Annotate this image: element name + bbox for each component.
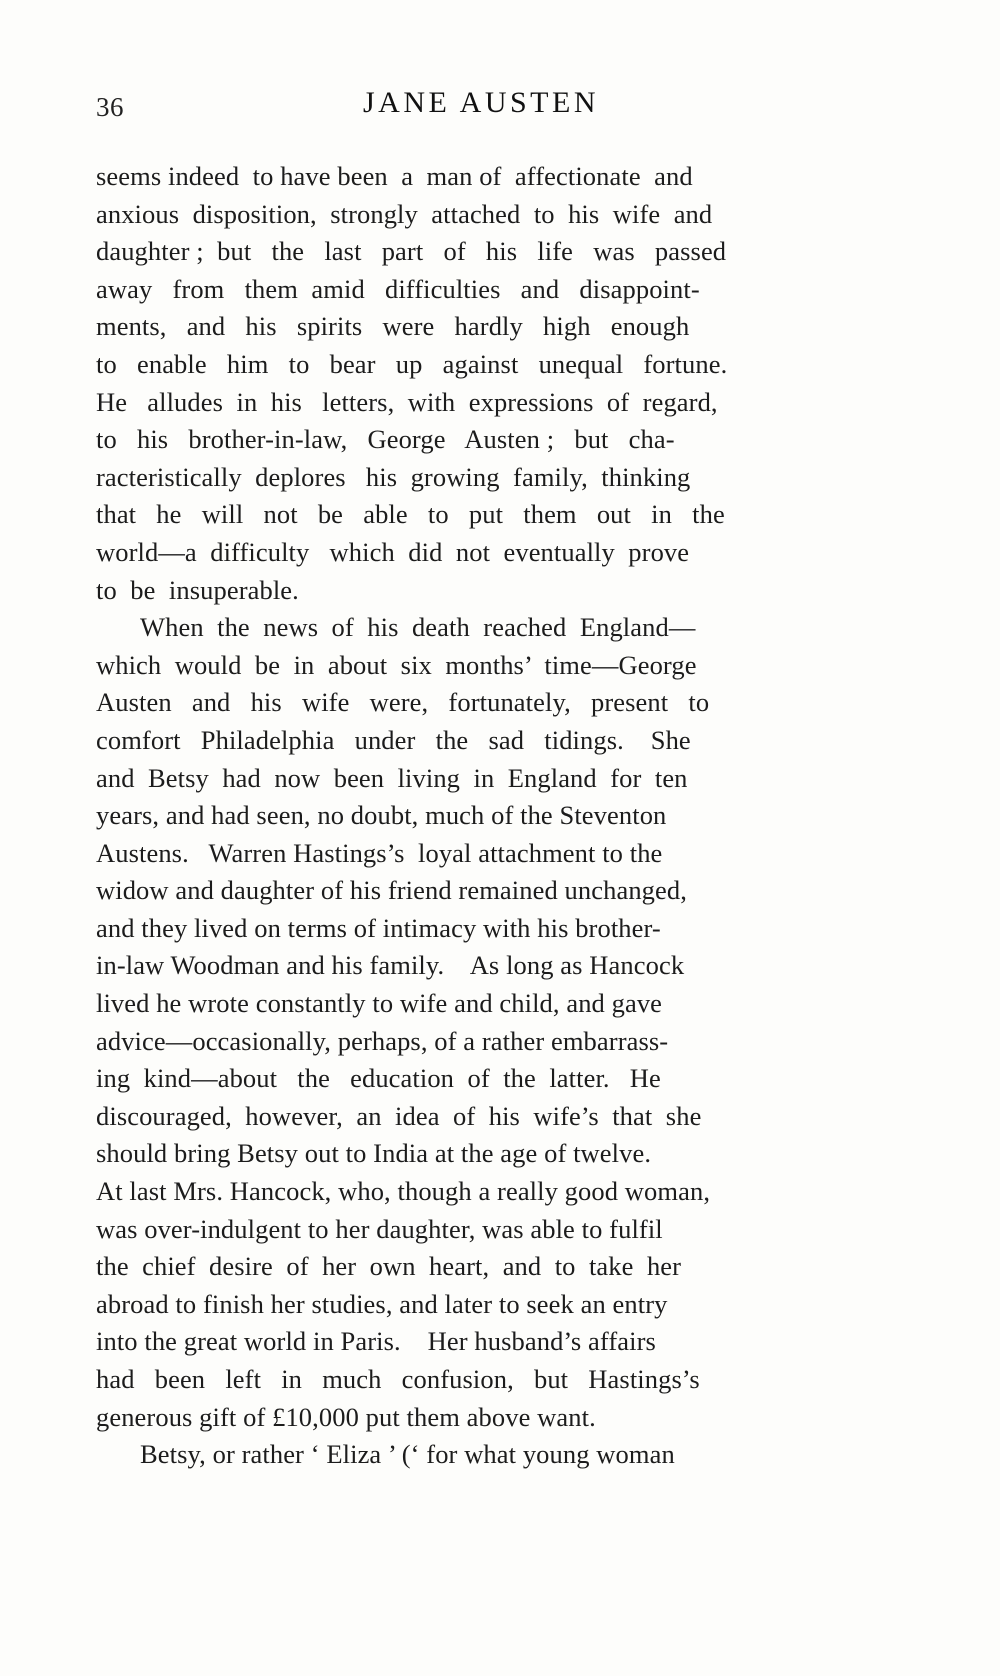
text-line: Betsy, or rather ‘ Eliza ’ (‘ for what young woman [140, 1439, 675, 1470]
page-number: 36 [96, 92, 124, 122]
text-line: advice—occasionally, perhaps, of a rather embarrass- [96, 1025, 669, 1056]
text-line: and they lived on terms of intimacy with his brother- [96, 912, 661, 943]
paragraph-1 [96, 158, 840, 609]
text-line: should bring Betsy out to India at the age of twelve. [96, 1138, 652, 1169]
text-line: discouraged, however, an idea of his wife’s that she [96, 1100, 702, 1131]
text-line: generous gift of £10,000 put them above want. [96, 1401, 596, 1432]
text-line: widow and daughter of his friend remained unchanged, [96, 875, 687, 906]
paragraph-2 [96, 609, 840, 1436]
text-line: was over-indulgent to her daughter, was able to fulfil [96, 1213, 663, 1244]
text-line: At last Mrs. Hancock, who, though a really good woman, [96, 1176, 711, 1207]
text-line: daughter ; but the last part of his life was passed [96, 236, 727, 267]
text-line: lived he wrote constantly to wife and child, and gave [96, 988, 663, 1019]
text-line: which would be in about six months’ time—George [96, 649, 697, 680]
text-line: When the news of his death reached England— [140, 612, 696, 643]
page-body [96, 158, 840, 1474]
text-line: He alludes in his letters, with expressions of regard, [96, 386, 718, 417]
text-line: years, and had seen, no doubt, much of the Steventon [96, 800, 667, 831]
text-line: world—a difficulty which did not eventually prove [96, 536, 690, 567]
text-line: to his brother-in-law, George Austen ; but cha- [96, 424, 675, 455]
text-line: Austen and his wife were, fortunately, present to [96, 687, 710, 718]
text-line: seems indeed to have been a man of affectionate and [96, 161, 693, 191]
text-line: to be insuperable. [96, 574, 299, 605]
text-line: into the great world in Paris. Her husband’s affairs [96, 1326, 656, 1357]
text-line: had been left in much confusion, but Hastings’s [96, 1364, 700, 1394]
text-line: that he will not be able to put them out in the [96, 499, 725, 530]
paragraph-3 [96, 1436, 840, 1474]
text-line: racteristically deplores his growing family, thinking [96, 461, 691, 492]
text-line: and Betsy had now been living in England for ten [96, 762, 688, 793]
text-line: anxious disposition, strongly attached to his wife and [96, 198, 713, 229]
text-line: abroad to finish her studies, and later to seek an entry [96, 1288, 668, 1319]
text-line: the chief desire of her own heart, and to take her [96, 1251, 682, 1282]
text-line: in-law Woodman and his family. As long as Hancock [96, 950, 685, 981]
text-line: ments, and his spirits were hardly high enough [96, 311, 690, 342]
text-line: comfort Philadelphia under the sad tidings. She [96, 724, 691, 755]
page-header [96, 86, 840, 126]
text-line: to enable him to bear up against unequal fortune. [96, 348, 728, 379]
text-line: ing kind—about the education of the latter. He [96, 1063, 661, 1094]
running-title: JANE AUSTEN [362, 86, 599, 119]
text-line: away from them amid difficulties and disappoint- [96, 273, 700, 304]
text-line: Austens. Warren Hastings’s loyal attachment to the [96, 837, 663, 868]
